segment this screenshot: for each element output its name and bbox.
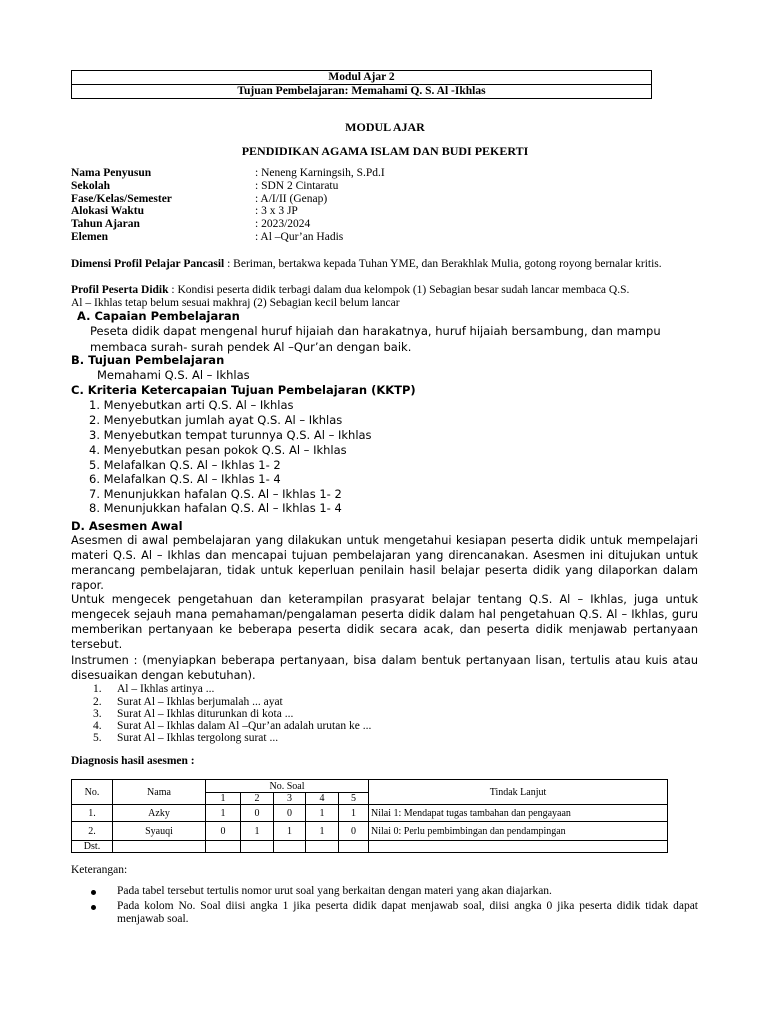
table-row: 2. Syauqi 0 1 1 1 0 Nilai 0: Perlu pembimbingan dan pendampingan xyxy=(72,822,668,841)
section-c-heading: C. Kriteria Ketercapaian Tujuan Pembelajaran (KKTP) xyxy=(71,383,416,397)
question-number: 2. xyxy=(93,696,102,708)
keterangan-label: Keterangan: xyxy=(71,864,128,876)
soal-number: 1 xyxy=(206,792,241,805)
header-line-2: Tujuan Pembelajaran: Memahami Q. S. Al -Ikhlas xyxy=(72,84,651,98)
header-nama: Nama xyxy=(113,780,206,805)
soal-number: 5 xyxy=(339,792,369,805)
question-text: Surat Al – Ikhlas tergolong surat ... xyxy=(117,732,279,744)
table-row: Dst. xyxy=(72,841,668,853)
section-b-heading: B. Tujuan Pembelajaran xyxy=(71,353,225,367)
list-item: 5. Melafalkan Q.S. Al – Ikhlas 1- 2 xyxy=(89,458,281,472)
list-item: 7. Menunjukkan hafalan Q.S. Al – Ikhlas 1- 2 xyxy=(89,487,342,501)
asesmen-paragraph-1: Asesmen di awal pembelajaran yang dilakukan untuk mengetahui kesiapan peserta didik untuk mempelajari materi Q.S. Al – Ikhlas dan mencapai tujuan pembelajaran yang direncanakan. Asesmen ini ditujukan untuk merancang pembelajaran, tidak untuk keperluan penilain hasil belajar peserta didik yang dilaporkan dalam rapor. xyxy=(71,534,698,592)
bullet-icon xyxy=(91,905,96,910)
instrumen-paragraph: Instrumen : (menyiapkan beberapa pertanyaan, bisa dalam bentuk pertanyaan lisan, tertulis atau kuis atau disesuaikan dengan kebutuhan). xyxy=(71,654,698,682)
soal-number: 4 xyxy=(306,792,339,805)
document-subtitle: PENDIDIKAN AGAMA ISLAM DAN BUDI PEKERTI xyxy=(241,144,529,158)
section-b-text: Memahami Q.S. Al – Ikhlas xyxy=(97,368,250,382)
list-item: 2. Menyebutkan jumlah ayat Q.S. Al – Ikhlas xyxy=(89,413,343,427)
section-a-line-2: membaca surah- surah pendek Al –Qur’an dengan baik. xyxy=(90,340,412,354)
question-text: Al – Ikhlas artinya ... xyxy=(117,683,215,695)
dimensi-label: Dimensi Profil Pelajar Pancasil xyxy=(71,258,225,270)
table-row: 1. Azky 1 0 0 1 1 Nilai 1: Mendapat tugas tambahan dan pengayaan xyxy=(72,805,668,822)
section-d-heading: D. Asesmen Awal xyxy=(71,519,183,533)
keterangan-bullet: Pada tabel tersebut tertulis nomor urut soal yang berkaitan dengan materi yang akan diajarkan. xyxy=(117,885,552,897)
table-header-row xyxy=(72,780,668,793)
header-tindak-lanjut: Tindak Lanjut xyxy=(369,780,668,805)
question-number: 1. xyxy=(93,683,102,695)
keterangan-bullet: Pada kolom No. Soal diisi angka 1 jika peserta didik dapat menjawab soal, diisi angka 0 jika peserta didik tidak dapat menjawab soal. xyxy=(117,900,698,925)
section-a-line-1: Peseta didik dapat mengenal huruf hijaiah dan harakatnya, huruf hijaiah bersambung, dan mampu xyxy=(90,324,661,338)
dimensi-text: : Beriman, bertakwa kepada Tuhan YME, dan Berakhlak Mulia, gotong royong bernalar kritis. xyxy=(224,258,662,270)
question-text: Surat Al – Ikhlas berjumalah ... ayat xyxy=(117,696,283,708)
question-text: Surat Al – Ikhlas dalam Al –Qur’an adalah urutan ke ... xyxy=(117,720,372,732)
document-title: MODUL AJAR xyxy=(345,120,425,134)
header-box xyxy=(71,70,652,99)
document-page: Modul Ajar 2 Tujuan Pembelajaran: Memahami Q. S. Al -Ikhlas MODUL AJAR PENDIDIKAN AGAMA ISLAM DAN BUDI PEKERTI Nama Penyusun : Neneng Karningsih, S.Pd.I Sekolah : SDN 2 Cintaratu Fase/Kelas/Semester : A/I/II (Genap) Alokasi Waktu : 3 x 3 JP Tahun Ajaran : 2023/2024 Elemen : Al –Qur’an Hadis Dimensi Profil Pelajar Pancasil : Beriman, bertakwa kepada Tuhan YME, dan Berakhlak Mulia, gotong royong bernalar kritis. Profil Peserta Didik : Kondisi peserta didik terbagi dalam dua kelompok (1) Sebagian besar sudah lancar membaca Q.S. Al – Ikhlas tetap belum sesuai makhraj (2) Sebagian kecil belum lancar A. Capaian Pembelajaran Peseta didik dapat mengenal huruf hijaiah dan harakatnya, huruf hijaiah bersambung, dan mampu membaca surah- surah pendek Al –Qur’an dengan baik. B. Tujuan Pembelajaran Memahami Q.S. Al – Ikhlas C. Kriteria Ketercapaian Tujuan Pembelajaran (KKTP) 1. Menyebutkan arti Q.S. Al – Ikhlas 2. Menyebutkan jumlah ayat Q.S. Al – Ikhlas 3. Menyebutkan tempat turunnya Q.S. Al – Ikhlas 4. Menyebutkan pesan pokok Q.S. Al – Ikhlas 5. Melafalkan Q.S. Al – Ikhlas 1- 2 6. Melafalkan Q.S. Al – Ikhlas 1- 4 7. Menunjukkan hafalan Q.S. Al – Ikhlas 1- 2 8. Menunjukkan hafalan Q.S. Al – Ikhlas 1- 4 D. Asesmen Awal Asesmen di awal pembelajaran yang dilakukan untuk mengetahui kesiapan peserta didik untuk mempelajari materi Q.S. Al – Ikhlas dan mencapai tujuan pembelajaran yang direncanakan. Asesmen ini ditujukan untuk merancang pembelajaran, tidak untuk keperluan penilain hasil belajar peserta didik yang dilaporkan dalam rapor. Untuk mengecek pengetahuan dan keterampilan prasyarat belajar tentang Q.S. Al – Ikhlas, juga untuk mengecek sejauh mana pemahaman/pengalaman peserta didik dalam hal pengetahuan Q.S. Al – Ikhlas, guru memberikan pertanyaan ke beberapa peserta didik secara acak, dan peserta didik menjawab pertanyaan tersebut. Instrumen : (menyiapkan beberapa pertanyaan, bisa dalam bentuk pertanyaan lisan, tertulis atau kuis atau disesuaikan dengan kebutuhan). 1. Al – Ikhlas artinya ... 2. Surat Al – Ikhlas berjumalah ... ayat 3. Surat Al – Ikhlas diturunkan di kota ... 4. Surat Al – Ikhlas dalam Al –Qur’an adalah urutan ke ... 5. Surat Al – Ikhlas tergolong surat ... Diagnosis hasil asesmen : No. Nama No. Soal Tindak Lanjut 1 2 3 4 5 1. Azky 1 0 0 1 1 Nilai 1: Mendapat tugas tambahan dan pengayaan 2. Syauqi 0 1 1 1 0 Nilai 0: Perlu pembimbingan dan pendampingan Dst. Keterangan: Pada tabel tersebut tertulis nomor urut soal yang berkaitan dengan materi yang akan diajarkan. Pada kolom No. Soal diisi angka 1 jika peserta didik dapat menjawab soal, diisi angka 0 jika peserta didik tidak dapat menjawab soal. xyxy=(71,71,698,925)
list-item: 1. Menyebutkan arti Q.S. Al – Ikhlas xyxy=(89,398,294,412)
question-number: 3. xyxy=(93,708,102,720)
question-number: 5. xyxy=(93,732,102,744)
header-no-soal: No. Soal xyxy=(206,780,369,793)
list-item: 6. Melafalkan Q.S. Al – Ikhlas 1- 4 xyxy=(89,472,281,486)
question-number: 4. xyxy=(93,720,102,732)
header-no: No. xyxy=(72,780,113,805)
section-a-heading: A. Capaian Pembelajaran xyxy=(77,309,240,323)
question-text: Surat Al – Ikhlas diturunkan di kota ... xyxy=(117,708,294,720)
diagnosis-heading: Diagnosis hasil asesmen : xyxy=(71,755,195,767)
asesmen-paragraph-2: Untuk mengecek pengetahuan dan keterampilan prasyarat belajar tentang Q.S. Al – Ikhlas, juga untuk mengecek sejauh mana pemahaman/pengalaman peserta didik dalam hal pengetahuan Q.S. Al – Ikhlas, guru memberikan pertanyaan ke beberapa peserta didik secara acak, dan peserta didik menjawab pertanyaan tersebut. xyxy=(71,593,698,651)
list-item: 3. Menyebutkan tempat turunnya Q.S. Al – Ikhlas xyxy=(89,428,372,442)
soal-number: 3 xyxy=(274,792,306,805)
list-item: 4. Menyebutkan pesan pokok Q.S. Al – Ikhlas xyxy=(89,443,347,457)
bullet-icon xyxy=(91,890,96,895)
profil-line-2: Al – Ikhlas tetap belum sesuai makhraj (2) Sebagian kecil belum lancar xyxy=(71,296,400,309)
profil-line-1: : Kondisi peserta didik terbagi dalam dua kelompok (1) Sebagian besar sudah lancar membaca Q.S. xyxy=(168,284,630,296)
header-line-1: Modul Ajar 2 xyxy=(328,71,395,83)
dimensi-paragraph xyxy=(71,258,698,271)
profil-label: Profil Peserta Didik xyxy=(71,284,169,296)
profil-paragraph xyxy=(71,284,698,309)
list-item: 8. Menunjukkan hafalan Q.S. Al – Ikhlas 1- 4 xyxy=(89,501,342,515)
soal-number: 2 xyxy=(241,792,274,805)
diagnosis-table xyxy=(71,779,668,853)
